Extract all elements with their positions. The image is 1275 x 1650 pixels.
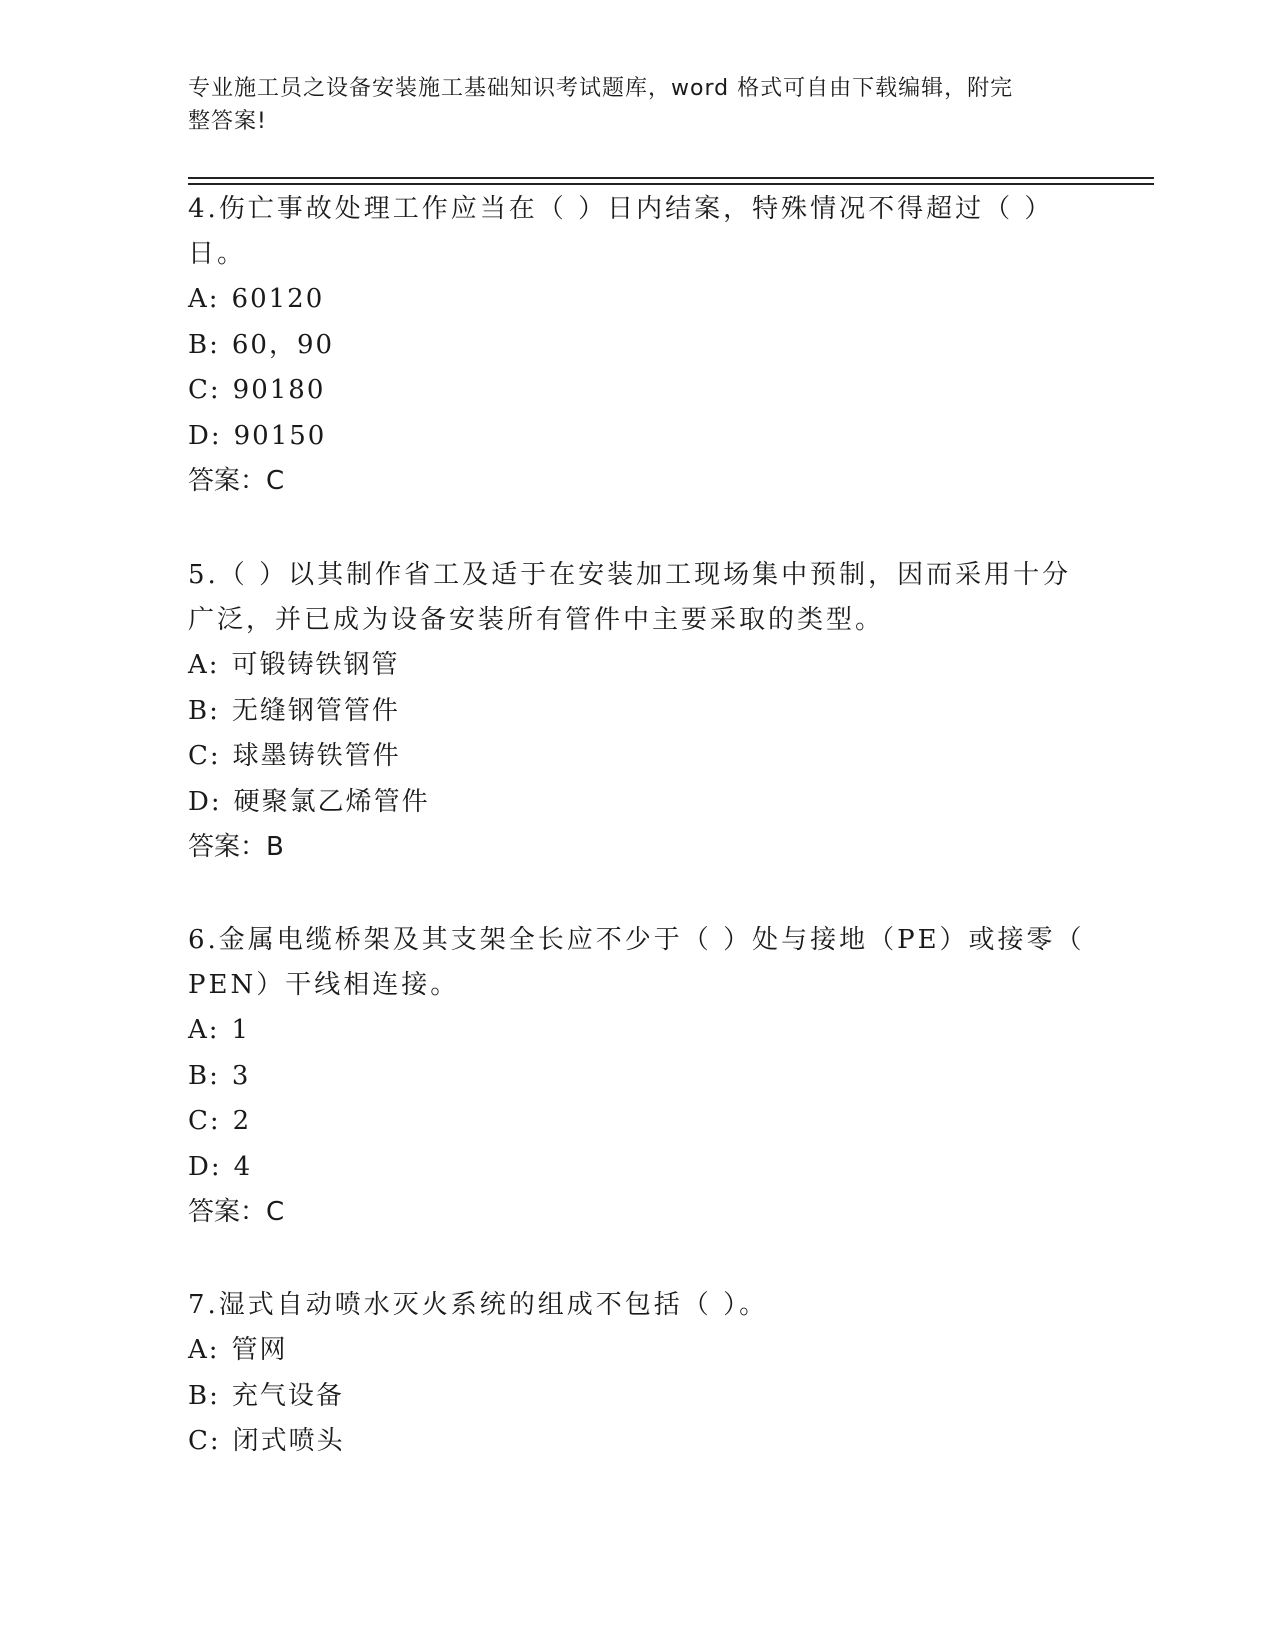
option-letter: C: (188, 1426, 221, 1456)
option-text: 充气设备 (231, 1380, 344, 1411)
option-letter: D: (188, 1151, 222, 1182)
option-c (188, 1099, 1088, 1145)
option-b (188, 1054, 1088, 1100)
option-d (188, 1145, 1088, 1191)
option-letter: C: (188, 1106, 221, 1136)
option-b (188, 1374, 1088, 1420)
option-letter: A: (188, 650, 220, 680)
question-stem (188, 918, 1088, 1008)
option-b (188, 323, 1088, 369)
option-text: 管网 (231, 1335, 288, 1365)
question-stem-line-2: 广泛，并已成为设备安装所有管件中主要采取的类型。 (188, 605, 885, 635)
option-a (188, 643, 1088, 689)
question-7 (188, 1283, 1088, 1465)
question-6 (188, 918, 1088, 1235)
option-c (188, 368, 1088, 414)
option-text: 球墨铸铁管件 (232, 741, 401, 771)
question-5 (188, 553, 1088, 870)
question-stem-line-1: 5.（ ）以其制作省工及适于在安装加工现场集中预制，因而采用十分 (188, 560, 1072, 590)
option-a (188, 1328, 1088, 1374)
question-stem (188, 187, 1088, 277)
option-d (188, 414, 1088, 460)
option-letter: B: (188, 329, 220, 360)
option-text: 3 (231, 1060, 251, 1091)
option-c (188, 1419, 1088, 1465)
answer-line: 答案：C (188, 466, 285, 496)
option-text: 4 (233, 1151, 253, 1182)
option-text: 90180 (232, 375, 326, 405)
option-text: 60，90 (231, 329, 335, 360)
option-text: 可锻铸铁钢管 (231, 650, 400, 680)
question-stem-line-2: PEN）干线相连接。 (188, 970, 460, 1000)
intro-line-2: 整答案! (188, 109, 267, 134)
option-text: 2 (232, 1106, 252, 1136)
option-text: 60120 (231, 284, 325, 314)
option-letter: D: (188, 420, 222, 451)
intro-line-1: 专业施工员之设备安装施工基础知识考试题库，word 格式可自由下载编辑，附完 (188, 76, 1014, 101)
question-4 (188, 187, 1088, 504)
option-letter: A: (188, 284, 220, 314)
option-a (188, 277, 1088, 323)
question-stem-line-1: 7.湿式自动喷水灭火系统的组成不包括（ ）。 (188, 1290, 769, 1320)
answer-line: 答案：C (188, 1197, 285, 1227)
option-letter: A: (188, 1015, 220, 1045)
question-stem-line-1: 6.金属电缆桥架及其支架全长应不少于（ ）处与接地（PE）或接零（ (188, 925, 1085, 955)
document-intro (188, 72, 1068, 138)
header-divider-top (188, 177, 1154, 179)
option-text: 无缝钢管管件 (231, 695, 400, 726)
option-letter: B: (188, 695, 220, 726)
option-letter: C: (188, 741, 221, 771)
option-letter: C: (188, 375, 221, 405)
option-b (188, 689, 1088, 735)
answer-line: 答案：B (188, 832, 284, 862)
question-stem-line-1: 4.伤亡事故处理工作应当在（ ）日内结案，特殊情况不得超过（ ） (188, 194, 1054, 224)
option-letter: B: (188, 1380, 220, 1411)
header-divider-bottom (188, 183, 1154, 185)
option-letter: B: (188, 1060, 220, 1091)
question-stem-line-2: 日。 (188, 239, 247, 269)
option-a (188, 1008, 1088, 1054)
option-text: 硬聚氯乙烯管件 (233, 786, 430, 817)
option-text: 闭式喷头 (232, 1426, 345, 1456)
option-c (188, 734, 1088, 780)
option-letter: A: (188, 1335, 220, 1365)
option-letter: D: (188, 786, 222, 817)
question-stem (188, 1283, 1088, 1328)
question-stem (188, 553, 1088, 643)
option-text: 90150 (233, 420, 327, 451)
option-d (188, 780, 1088, 826)
option-text: 1 (231, 1015, 251, 1045)
